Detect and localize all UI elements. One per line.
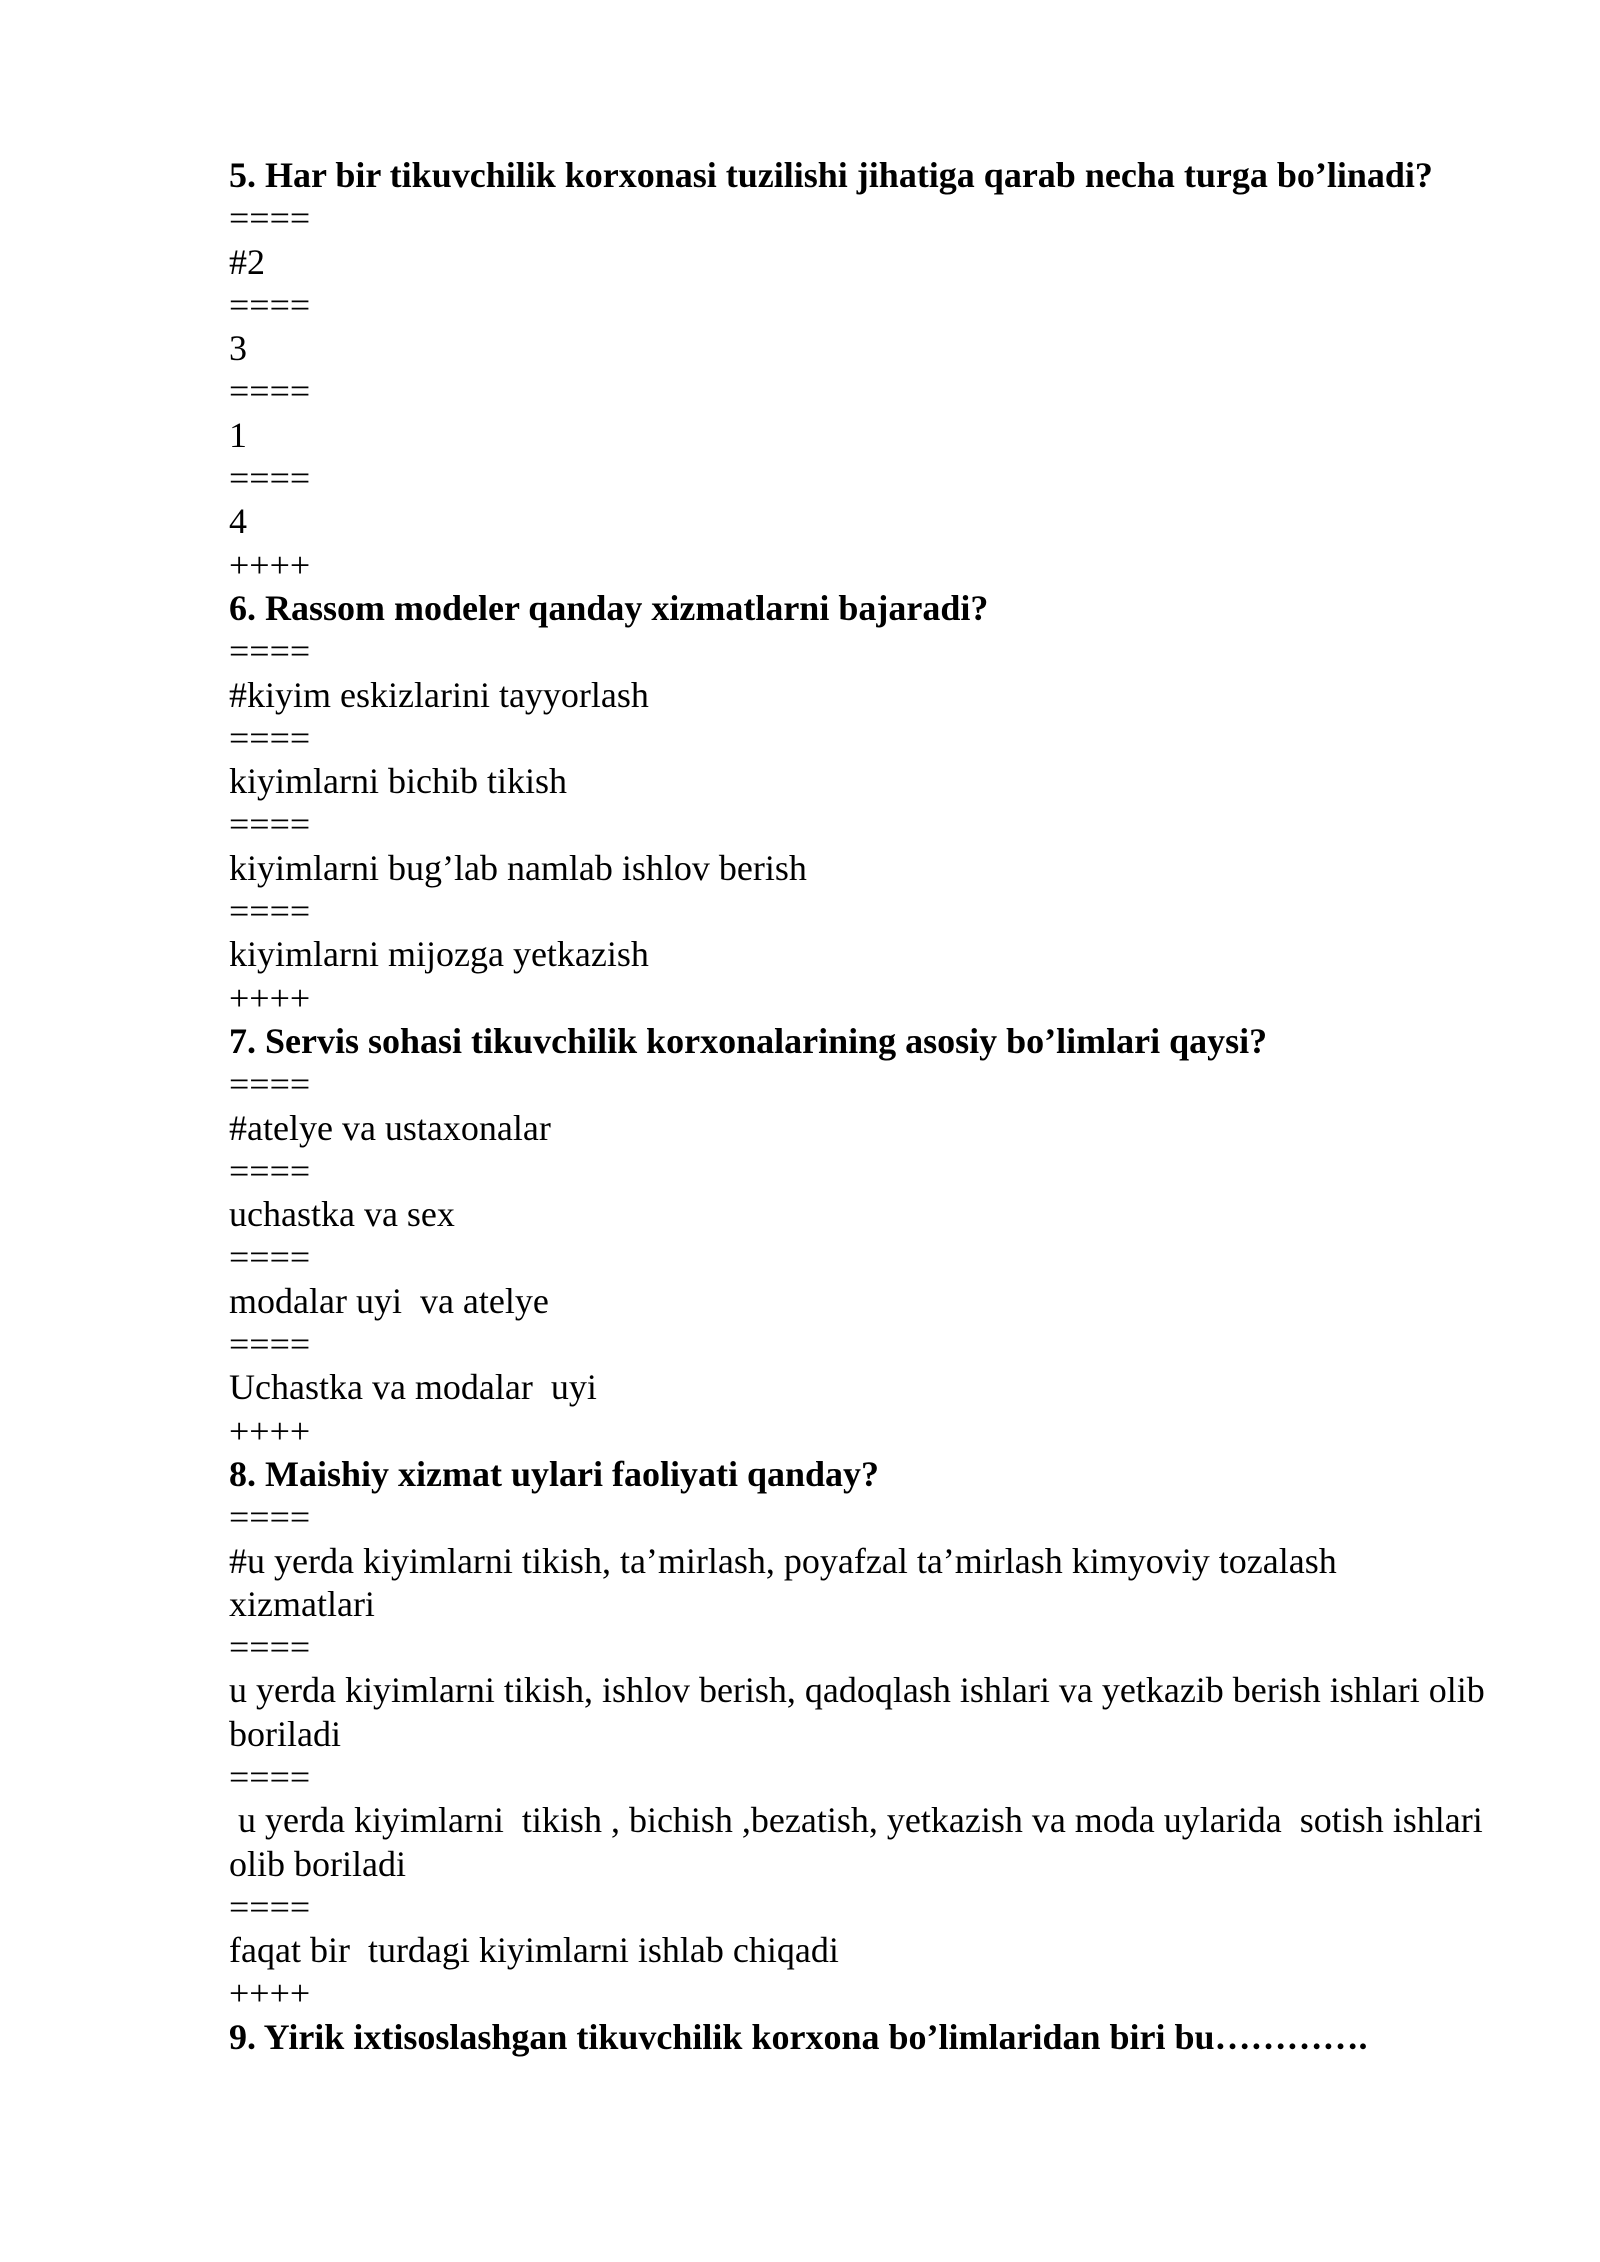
answer-option: u yerda kiyimlarni tikish, ishlov berish, qadoqlash ishlari va yetkazib berish ishlari olib boriladi (229, 1670, 1494, 1754)
question-block-9 (229, 2016, 1489, 2059)
question-text: 6. Rassom modeler qanday xizmatlarni bajaradi? (229, 587, 989, 628)
question-block-8 (229, 1453, 1494, 2016)
answer-option: uchastka va sex (229, 1194, 455, 1235)
option-separator: ==== (229, 1886, 311, 1927)
answer-option: kiyimlarni mijozga yetkazish (229, 934, 649, 975)
answer-option: Uchastka va modalar uyi (229, 1367, 597, 1408)
answer-option: 3 (229, 328, 247, 369)
question-end-marker: ++++ (229, 1973, 311, 2014)
question-block-5 (229, 154, 1489, 587)
option-separator: ==== (229, 717, 311, 758)
answer-option: #atelye va ustaxonalar (229, 1107, 551, 1148)
option-separator: ==== (229, 1237, 311, 1278)
option-separator: ==== (229, 458, 311, 499)
option-separator: ==== (229, 1497, 311, 1538)
option-separator: ==== (229, 284, 311, 325)
answer-option: kiyimlarni bug’lab namlab ishlov berish (229, 847, 807, 888)
option-separator: ==== (229, 804, 311, 845)
question-end-marker: ++++ (229, 1410, 311, 1451)
option-separator: ==== (229, 631, 311, 672)
option-separator: ==== (229, 1627, 311, 1668)
question-block-7 (229, 1020, 1489, 1453)
answer-option: modalar uyi va atelye (229, 1280, 549, 1321)
answer-option: #2 (229, 241, 265, 282)
question-block-6 (229, 587, 1489, 1020)
answer-option: kiyimlarni bichib tikish (229, 761, 567, 802)
question-end-marker: ++++ (229, 544, 311, 585)
option-separator: ==== (229, 1150, 311, 1191)
answer-option: #u yerda kiyimlarni tikish, ta’mirlash, poyafzal ta’mirlash kimyoviy tozalash xizmatlari (229, 1540, 1346, 1624)
option-separator: ==== (229, 891, 311, 932)
question-text: 7. Servis sohasi tikuvchilik korxonalarining asosiy bo’limlari qaysi? (229, 1020, 1268, 1061)
option-separator: ==== (229, 1756, 311, 1797)
question-text: 9. Yirik ixtisoslashgan tikuvchilik korxona bo’limlaridan biri bu…………. (229, 2016, 1368, 2057)
answer-option: faqat bir turdagi kiyimlarni ishlab chiqadi (229, 1930, 839, 1971)
answer-option: #kiyim eskizlarini tayyorlash (229, 674, 649, 715)
option-separator: ==== (229, 1064, 311, 1105)
option-separator: ==== (229, 371, 311, 412)
answer-option: u yerda kiyimlarni tikish , bichish ,bezatish, yetkazish va moda uylarida sotish ishlari olib boriladi (229, 1800, 1492, 1884)
question-end-marker: ++++ (229, 977, 311, 1018)
question-text: 5. Har bir tikuvchilik korxonasi tuzilishi jihatiga qarab necha turga bo’linadi? (229, 155, 1433, 195)
document-page (229, 154, 1494, 2059)
answer-option: 4 (229, 501, 247, 542)
option-separator: ==== (229, 1324, 311, 1365)
option-separator: ==== (229, 198, 311, 239)
question-text: 8. Maishiy xizmat uylari faoliyati qanday? (229, 1453, 880, 1494)
answer-option: 1 (229, 414, 247, 455)
